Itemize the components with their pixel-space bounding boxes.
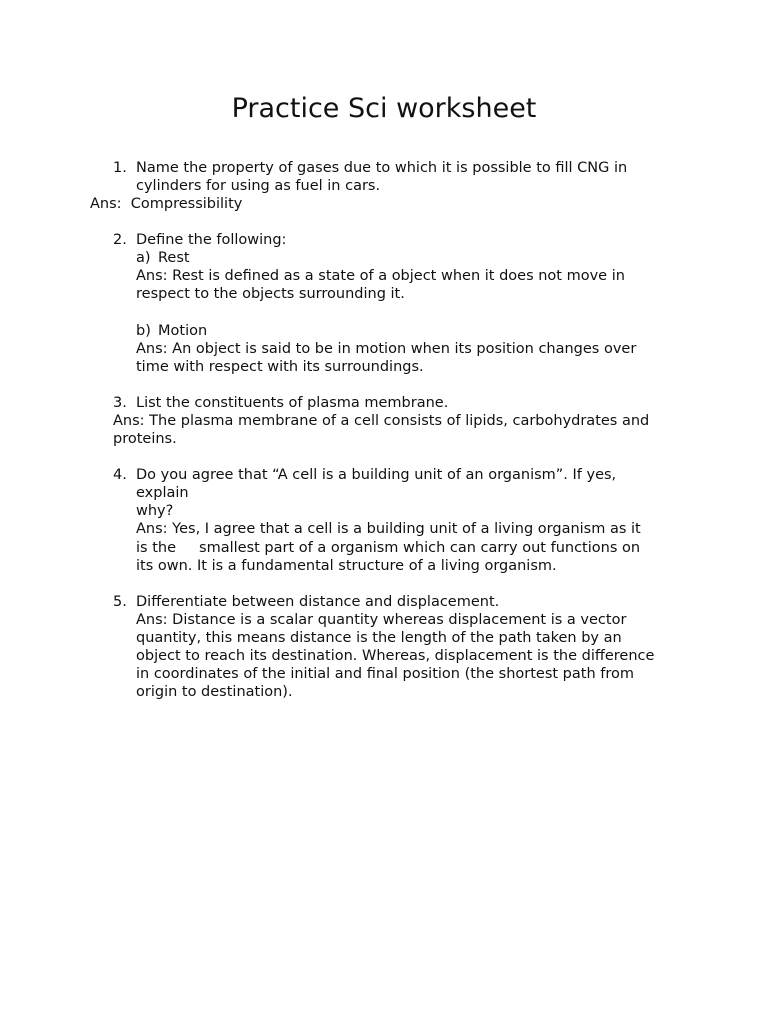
question-4-number: 4. [113, 467, 127, 483]
question-4-text-line-3: why? [136, 503, 174, 519]
page-title: Practice Sci worksheet [231, 93, 537, 124]
question-2b-answer-line-1: Ans: An object is said to be in motion when its position changes over [136, 341, 637, 357]
question-2b-term: Motion [158, 323, 208, 339]
question-2a-answer-line-1: Ans: Rest is defined as a state of a object when it does not move in [136, 268, 625, 284]
question-4-answer-line-3: its own. It is a fundamental structure of a living organism. [136, 558, 557, 574]
question-3-answer-line-1: Ans: The plasma membrane of a cell consists of lipids, carbohydrates and [113, 413, 650, 429]
question-4-text-line-1: Do you agree that “A cell is a building unit of an organism”. If yes, [136, 467, 617, 483]
question-1-text-line-1: Name the property of gases due to which it is possible to fill CNG in [136, 160, 628, 176]
question-2-number: 2. [113, 232, 127, 248]
question-1-text-line-2: cylinders for using as fuel in cars. [136, 178, 381, 194]
question-4-answer-line-1: Ans: Yes, I agree that a cell is a building unit of a living organism as it [136, 521, 641, 537]
question-3-number: 3. [113, 395, 127, 411]
question-5-answer-line-4: in coordinates of the initial and final position (the shortest path from [136, 666, 634, 682]
question-5-number: 5. [113, 594, 127, 610]
question-4-answer-line-2: is the smallest part of a organism which can carry out functions on [136, 540, 641, 556]
question-5-text: Differentiate between distance and displacement. [136, 594, 500, 610]
question-5-answer-line-2: quantity, this means distance is the length of the path taken by an [136, 630, 622, 646]
question-5-answer-line-1: Ans: Distance is a scalar quantity whereas displacement is a vector [136, 612, 627, 628]
question-2-text: Define the following: [136, 232, 287, 248]
question-1-number: 1. [113, 160, 127, 176]
question-2a-answer-line-2: respect to the objects surrounding it. [136, 286, 405, 302]
question-3-answer-line-2: proteins. [113, 431, 177, 447]
question-4-text-line-2: explain [136, 485, 189, 501]
question-3-text: List the constituents of plasma membrane. [136, 395, 449, 411]
question-2a-label: a) [136, 250, 151, 266]
question-2b-answer-line-2: time with respect with its surroundings. [136, 359, 424, 375]
question-5-answer-line-5: origin to destination). [136, 684, 293, 700]
question-5-answer-line-3: object to reach its destination. Whereas, displacement is the difference [136, 648, 655, 664]
question-2a-term: Rest [158, 250, 190, 266]
question-2b-label: b) [136, 323, 151, 339]
question-1-answer: Ans: Compressibility [90, 196, 243, 212]
